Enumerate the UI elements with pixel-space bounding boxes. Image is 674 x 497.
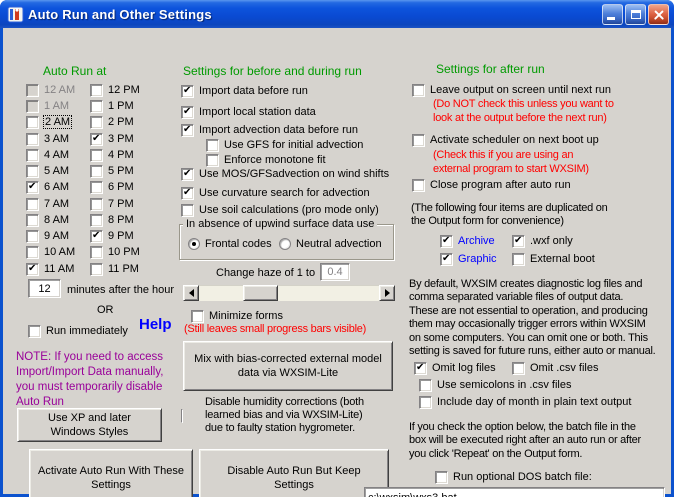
time-label: 11 PM xyxy=(108,263,139,275)
time-label: 7 AM xyxy=(44,198,70,210)
checkbox[interactable] xyxy=(419,396,432,409)
time-label: 3 AM xyxy=(44,133,70,145)
groupbox-title: In absence of upwind surface data use xyxy=(183,218,377,230)
paragraph-line: These are not essential to operation, and producing xyxy=(409,304,648,317)
import-data-checkbox[interactable] xyxy=(181,84,308,98)
radio-button[interactable] xyxy=(188,238,200,250)
checkbox[interactable] xyxy=(512,253,525,266)
button-label-line: Use XP and later xyxy=(48,412,131,424)
checkbox[interactable] xyxy=(512,235,525,248)
minutes-after-hour-input[interactable] xyxy=(28,279,61,298)
left-arrow-icon xyxy=(185,289,194,297)
slider-track[interactable] xyxy=(199,285,379,301)
time-checkbox-9pm[interactable] xyxy=(90,229,134,243)
time-checkbox-9am[interactable] xyxy=(26,229,69,243)
label-line: Disable humidity corrections (both xyxy=(205,396,364,408)
window-controls xyxy=(602,4,669,25)
time-checkbox-5pm[interactable] xyxy=(90,164,134,178)
time-checkbox-2am[interactable] xyxy=(26,115,71,129)
enforce-monotone-checkbox[interactable] xyxy=(206,153,326,167)
time-label: 4 PM xyxy=(108,149,134,161)
checkbox[interactable] xyxy=(206,154,219,167)
help-link[interactable]: Help xyxy=(139,316,172,333)
paragraph-line: comma separated variable files of output data. xyxy=(409,291,624,304)
time-label: 5 PM xyxy=(108,165,134,177)
checkbox[interactable] xyxy=(181,168,194,181)
option-label: Minimize forms xyxy=(209,310,283,322)
minutes-after-hour-label: minutes after the hour xyxy=(67,284,175,296)
checkbox[interactable] xyxy=(26,198,39,211)
time-label: 1 PM xyxy=(108,100,134,112)
option-label: Graphic xyxy=(458,253,497,265)
note-line: you must temporarily disable xyxy=(16,381,163,393)
close-program-checkbox[interactable] xyxy=(412,178,571,192)
checkbox[interactable] xyxy=(181,124,194,137)
upwind-data-groupbox xyxy=(179,218,394,260)
slider-right-arrow[interactable] xyxy=(379,285,395,301)
time-checkbox-12am[interactable] xyxy=(26,83,75,97)
time-label: 10 AM xyxy=(44,246,76,258)
haze-slider xyxy=(183,285,395,301)
import-local-station-checkbox[interactable] xyxy=(181,105,316,119)
checkbox[interactable] xyxy=(26,165,39,178)
checkbox[interactable] xyxy=(26,133,39,146)
checkbox[interactable] xyxy=(412,84,425,97)
note-line: NOTE: If you need to access xyxy=(16,351,164,363)
neutral-advection-radio[interactable] xyxy=(279,237,382,251)
paragraph-line: box will be executed right after an auto run or after xyxy=(409,434,641,447)
time-label: 8 AM xyxy=(44,214,70,226)
time-checkbox-7pm[interactable] xyxy=(90,197,134,211)
time-checkbox-6pm[interactable] xyxy=(90,180,134,194)
after-run-header: Settings for after run xyxy=(436,62,545,76)
time-checkbox-2pm[interactable] xyxy=(90,115,134,129)
right-arrow-icon xyxy=(385,289,394,297)
time-label: 12 PM xyxy=(108,84,140,96)
time-label: 4 AM xyxy=(44,149,70,161)
time-checkbox-10am[interactable] xyxy=(26,245,75,259)
checkbox[interactable] xyxy=(26,100,39,113)
checkbox[interactable] xyxy=(90,116,103,129)
checkbox[interactable] xyxy=(90,214,103,227)
time-label: 9 AM xyxy=(44,230,70,242)
radio-label: Frontal codes xyxy=(205,238,272,250)
option-label: Import advection data before run xyxy=(199,124,358,136)
wxf-only-checkbox[interactable] xyxy=(512,234,573,248)
checkbox[interactable] xyxy=(90,230,103,243)
option-label: Use curvature search for advection xyxy=(199,187,370,199)
radio-button[interactable] xyxy=(279,238,291,250)
checkbox[interactable] xyxy=(26,84,39,97)
include-day-checkbox[interactable] xyxy=(419,395,631,409)
checkbox[interactable] xyxy=(90,198,103,211)
checkbox[interactable] xyxy=(412,134,425,147)
disable-humidity-checkbox[interactable] xyxy=(181,409,183,423)
paragraph-line: you click 'Repeat' on the Output form. xyxy=(409,447,583,460)
checkbox[interactable] xyxy=(26,181,39,194)
option-label: Close program after auto run xyxy=(430,179,571,191)
warning-line: look at the output before the next run) xyxy=(433,111,607,124)
time-checkbox-11am[interactable] xyxy=(26,262,74,276)
warning-line: (Check this if you are using an xyxy=(433,149,574,161)
title-bar[interactable] xyxy=(0,0,674,28)
time-checkbox-4pm[interactable] xyxy=(90,148,134,162)
time-checkbox-8pm[interactable] xyxy=(90,213,134,227)
checkbox[interactable] xyxy=(90,84,103,97)
button-label-line: Mix with bias-corrected external model xyxy=(194,353,382,365)
curvature-search-checkbox[interactable] xyxy=(181,186,370,200)
close-button[interactable] xyxy=(648,4,669,25)
archive-checkbox[interactable] xyxy=(440,234,495,248)
semicolons-csv-checkbox[interactable] xyxy=(419,378,572,392)
minimize-icon xyxy=(607,17,615,20)
minimize-button[interactable] xyxy=(602,4,623,25)
time-label: 6 PM xyxy=(108,181,134,193)
external-boot-checkbox[interactable] xyxy=(512,252,595,266)
option-label: Import data before run xyxy=(199,85,308,97)
run-immediately-checkbox[interactable] xyxy=(28,324,128,338)
change-haze-label: Change haze of 1 to xyxy=(216,267,316,279)
run-batch-file-checkbox[interactable] xyxy=(435,470,592,484)
note-line: Auto Run xyxy=(16,396,64,408)
window-title: Auto Run and Other Settings xyxy=(28,6,212,22)
option-label: Use GFS for initial advection xyxy=(224,139,364,151)
time-checkbox-4am[interactable] xyxy=(26,148,69,162)
checkbox[interactable] xyxy=(90,100,103,113)
checkbox[interactable] xyxy=(28,325,41,338)
duplicated-items-note xyxy=(411,202,608,229)
time-checkbox-3am[interactable] xyxy=(26,132,69,146)
import-advection-checkbox[interactable] xyxy=(181,123,358,137)
batch-file-paragraph xyxy=(409,421,641,461)
maximize-icon xyxy=(631,10,641,19)
checkbox[interactable] xyxy=(90,263,103,276)
checkbox[interactable] xyxy=(26,246,39,259)
checkbox[interactable] xyxy=(90,181,103,194)
time-label: 3 PM xyxy=(108,133,134,145)
frontal-codes-radio[interactable] xyxy=(188,237,272,251)
slider-left-arrow[interactable] xyxy=(183,285,199,301)
time-label: 1 AM xyxy=(44,100,70,112)
checkbox[interactable] xyxy=(181,85,194,98)
batch-file-path-input[interactable] xyxy=(364,487,665,497)
auto-run-at-header: Auto Run at xyxy=(43,64,107,78)
checkbox[interactable] xyxy=(90,246,103,259)
option-label: Activate scheduler on next boot up xyxy=(430,134,599,146)
minimize-forms-checkbox[interactable] xyxy=(191,309,283,323)
option-label: Use MOS/GFSadvection on wind shifts xyxy=(199,168,390,180)
use-gfs-advection-checkbox[interactable] xyxy=(206,138,363,152)
app-icon xyxy=(7,6,24,23)
paragraph-line: on some computers. You can omit one or both. This xyxy=(409,331,648,344)
manual-import-note xyxy=(16,350,163,410)
paragraph-line: them may occasionally trigger errors within WXSIM xyxy=(409,318,646,331)
option-label: Use soil calculations (pro mode only) xyxy=(199,204,379,216)
time-label: 2 PM xyxy=(108,116,134,128)
mix-wxsim-lite-button[interactable] xyxy=(183,341,393,391)
option-label: .wxf only xyxy=(530,235,573,247)
checkbox[interactable] xyxy=(414,362,427,375)
disable-humidity-label xyxy=(205,396,364,435)
button-label-line: Settings xyxy=(274,478,314,491)
time-label: 9 PM xyxy=(108,230,134,242)
leave-output-warning xyxy=(433,98,614,125)
paragraph-line: By default, WXSIM creates diagnostic log files and xyxy=(409,278,643,290)
time-label: 5 AM xyxy=(44,165,70,177)
time-checkbox-1pm[interactable] xyxy=(90,99,134,113)
note-line: the Output form for convenience) xyxy=(411,215,564,228)
time-label: 12 AM xyxy=(44,84,76,96)
note-line: (The following four items are duplicated on xyxy=(411,202,608,214)
omit-csv-files-checkbox[interactable] xyxy=(512,361,598,375)
option-label: Run optional DOS batch file: xyxy=(453,471,592,483)
use-xp-styles-button[interactable] xyxy=(17,408,162,442)
time-checkbox-11pm[interactable] xyxy=(90,262,139,276)
checkbox[interactable] xyxy=(440,253,453,266)
time-label: 6 AM xyxy=(44,181,70,193)
checkbox[interactable] xyxy=(26,263,39,276)
time-checkbox-1am[interactable] xyxy=(26,99,69,113)
warning-line: external program to start WXSIM) xyxy=(433,162,589,175)
time-label: 10 PM xyxy=(108,246,140,258)
run-immediately-label: Run immediately xyxy=(46,325,128,337)
maximize-button[interactable] xyxy=(625,4,646,25)
time-checkbox-8am[interactable] xyxy=(26,213,69,227)
or-label: OR xyxy=(97,304,114,316)
checkbox[interactable] xyxy=(181,204,194,217)
label-line: due to faulty station hygrometer. xyxy=(205,422,355,434)
label-line: learned bias and via WXSIM-Lite) xyxy=(205,409,363,421)
checkbox[interactable] xyxy=(26,230,39,243)
checkbox[interactable] xyxy=(435,471,448,484)
soil-calculations-checkbox[interactable] xyxy=(181,203,379,217)
time-checkbox-5am[interactable] xyxy=(26,164,69,178)
time-checkbox-12pm[interactable] xyxy=(90,83,140,97)
option-label: Leave output on screen until next run xyxy=(430,84,612,96)
activate-scheduler-warning xyxy=(433,149,589,176)
time-checkbox-3pm[interactable] xyxy=(90,132,134,146)
option-label: Use semicolons in .csv files xyxy=(437,379,572,391)
time-label: 8 PM xyxy=(108,214,134,226)
checkbox[interactable] xyxy=(512,362,525,375)
minimize-forms-note: (Still leaves small progress bars visible) xyxy=(184,323,367,335)
checkbox[interactable] xyxy=(26,116,39,129)
time-label: 11 AM xyxy=(44,263,75,275)
time-label: 7 PM xyxy=(108,198,134,210)
slider-thumb[interactable] xyxy=(243,285,278,301)
option-label: Archive xyxy=(458,235,495,247)
activate-scheduler-checkbox[interactable] xyxy=(412,133,599,147)
button-label-line: Settings xyxy=(91,478,131,491)
omit-log-files-checkbox[interactable] xyxy=(414,361,496,375)
checkbox[interactable] xyxy=(206,139,219,152)
option-label: Import local station data xyxy=(199,106,316,118)
option-label: Enforce monotone fit xyxy=(224,154,326,166)
button-label-line: data via WXSIM-Lite xyxy=(237,367,339,379)
dialog-body xyxy=(3,28,671,494)
before-during-header: Settings for before and during run xyxy=(183,64,362,78)
checkbox[interactable] xyxy=(90,133,103,146)
option-label: Include day of month in plain text output xyxy=(437,396,632,408)
paragraph-line: If you check the option below, the batch file in the xyxy=(409,421,636,433)
graphic-checkbox[interactable] xyxy=(440,252,497,266)
time-checkbox-10pm[interactable] xyxy=(90,245,140,259)
button-label-line: Activate Auto Run With These xyxy=(38,464,184,477)
checkbox[interactable] xyxy=(90,149,103,162)
checkbox[interactable] xyxy=(90,165,103,178)
log-files-paragraph xyxy=(409,278,655,358)
option-label: Omit log files xyxy=(432,362,496,374)
paragraph-line: setting is saved for future runs, either auto or manual. xyxy=(409,345,656,358)
radio-label: Neutral advection xyxy=(296,238,382,250)
time-label: 2 AM xyxy=(45,116,71,128)
checkbox[interactable] xyxy=(181,187,194,200)
button-label-line: Disable Auto Run But Keep xyxy=(227,464,361,477)
activate-auto-run-button[interactable] xyxy=(29,449,193,497)
note-line: Import/Import Data manually, xyxy=(16,366,164,378)
haze-value-input[interactable] xyxy=(320,263,350,281)
checkbox[interactable] xyxy=(191,310,204,323)
leave-output-checkbox[interactable] xyxy=(412,83,611,97)
checkbox[interactable] xyxy=(26,149,39,162)
checkbox[interactable] xyxy=(419,379,432,392)
time-checkbox-6am[interactable] xyxy=(26,180,69,194)
option-label: External boot xyxy=(530,253,595,265)
checkbox[interactable] xyxy=(412,179,425,192)
checkbox[interactable] xyxy=(26,214,39,227)
mos-gfs-advection-checkbox[interactable] xyxy=(181,167,389,181)
checkbox[interactable] xyxy=(440,235,453,248)
checkbox[interactable] xyxy=(181,106,194,119)
option-label: Omit .csv files xyxy=(530,362,599,374)
button-label-line: Windows Styles xyxy=(50,426,129,438)
disable-auto-run-button[interactable] xyxy=(199,449,389,497)
warning-line: (Do NOT check this unless you want to xyxy=(433,98,614,110)
time-checkbox-7am[interactable] xyxy=(26,197,69,211)
